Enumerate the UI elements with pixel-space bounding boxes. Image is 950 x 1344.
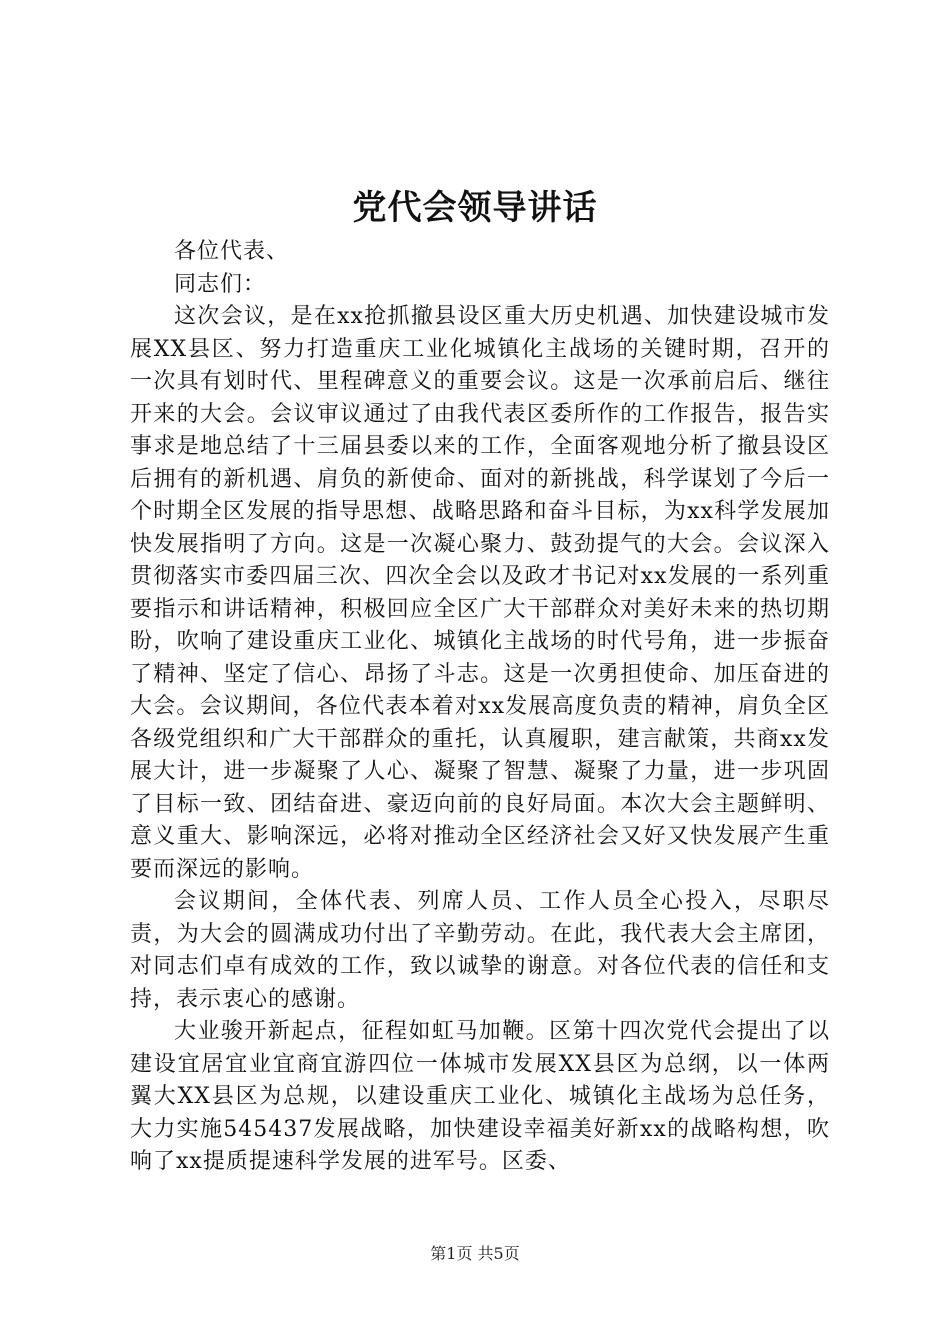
page-number: 第1页 共5页 — [430, 1244, 520, 1263]
greeting-line: 各位代表、 — [174, 239, 290, 264]
greeting-line: 同志们： — [174, 271, 267, 297]
document-body — [130, 236, 830, 1179]
body-paragraph: 会议期间，全体代表、列席人员、工作人员全心投入，尽职尽责，为大会的圆满成功付出了辛勤劳动。在此，我代表大会主席团，对同志们卓有成效的工作，致以诚挚的谢意。对各位代表的信任和支持，表示衷心的感谢。 — [130, 889, 830, 1012]
body-paragraph: 这次会议，是在xx抢抓撤县设区重大历史机遇、加快建设城市发展XX县区、努力打造重庆工业化城镇化主战场的关键时期，召开的一次具有划时代、里程碑意义的重要会议。这是一次承前启后、继往开来的大会。会议审议通过了由我代表区委所作的工作报告，报告实事求是地总结了十三届县委以来的工作，全面客观地分析了撤县设区后拥有的新机遇、肩负的新使命、面对的新挑战，科学谋划了今后一个时期全区发展的指导思想、战略思路和奋斗目标，为xx科学发展加快发展指明了方向。这是一次凝心聚力、鼓劲提气的大会。会议深入贯彻落实市委四届三次、四次全会以及政才书记对xx发展的一系列重要指示和讲话精神，积极回应全区广大干部群众对美好未来的热切期盼，吹响了建设重庆工业化、城镇化主战场的时代号角，进一步振奋了精神、坚定了信心、昂扬了斗志。这是一次勇担使命、加压奋进的大会。会议期间，各位代表本着对xx发展高度负责的精神，肩负全区各级党组织和广大干部群众的重托，认真履职，建言献策，共商xx发展大计，进一步凝聚了人心、凝聚了智慧、凝聚了力量，进一步巩固了目标一致、团结奋进、豪迈向前的良好局面。本次大会主题鲜明、意义重大、影响深远，必将对推动全区经济社会又好又快发展产生重要而深远的影响。 — [130, 304, 830, 882]
document-title: 党代会领导讲话 — [352, 188, 598, 228]
body-paragraph: 大业骏开新起点，征程如虹马加鞭。区第十四次党代会提出了以建设宜居宜业宜商宜游四位一体城市发展XX县区为总纲，以一体两翼大XX县区为总规，以建设重庆工业化、城镇化主战场为总任务，大力实施545437发展战略，加快建设幸福美好新xx的战略构想，吹响了xx提质提速科学发展的进军号。区委、 — [130, 1019, 830, 1174]
